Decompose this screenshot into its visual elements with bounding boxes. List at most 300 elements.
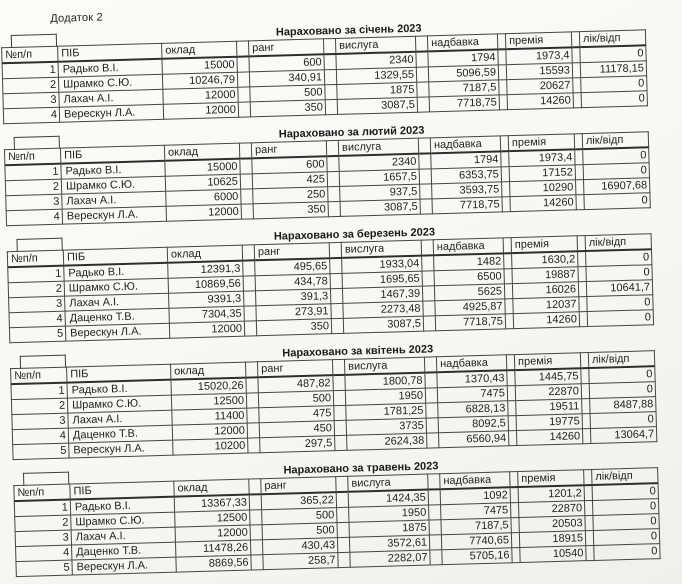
row-number-cell: 2 [5, 179, 61, 196]
column-header-salary: оклад [164, 143, 239, 161]
spacer-cell [244, 306, 256, 321]
spacer-cell [428, 474, 440, 490]
value-cell: 2624,38 [347, 433, 427, 450]
value-cell: 7740,65 [441, 533, 511, 550]
spacer-cell [418, 138, 430, 154]
appendix-label: Додаток 2 [50, 11, 104, 25]
column-header-bonus: премія [514, 353, 580, 370]
spacer-cell [337, 522, 349, 537]
spacer-cell [417, 82, 429, 97]
column-header-rank: ранг [257, 360, 332, 378]
value-cell: 1482 [434, 253, 504, 270]
row-number-cell: 1 [11, 383, 67, 400]
value-cell: 6000 [166, 189, 241, 206]
value-cell: 500 [262, 508, 337, 525]
value-cell: 0 [589, 382, 655, 399]
value-cell: 20627 [507, 78, 573, 95]
value-cell: 7475 [441, 503, 511, 520]
value-cell: 13064,7 [590, 427, 656, 444]
spacer-cell [241, 189, 253, 204]
spacer-cell [328, 186, 340, 201]
value-cell: 15000 [165, 159, 240, 177]
value-cell: 1329,55 [336, 67, 416, 84]
row-number-cell: 4 [3, 107, 59, 124]
employee-name-cell: Даценко Т.В. [72, 542, 176, 560]
value-cell: 1467,39 [342, 286, 422, 303]
column-header-bonus: премія [508, 134, 574, 151]
month-table-section [13, 454, 676, 577]
spacer-cell [337, 537, 349, 552]
month-table-section [1, 16, 663, 124]
column-header-num: №п/п [7, 250, 63, 267]
value-cell: 14260 [507, 93, 573, 110]
value-cell: 1794 [428, 49, 498, 66]
spacer-cell [327, 171, 339, 186]
column-header-bonus: премія [505, 32, 571, 49]
spacer-cell [323, 38, 335, 54]
spacer-cell [332, 359, 344, 375]
column-header-service: вислуга [338, 138, 418, 156]
value-cell: 0 [587, 310, 653, 327]
spacer-cell [338, 552, 350, 567]
value-cell: 0 [580, 45, 646, 62]
column-header-bonus: премія [511, 236, 577, 253]
value-cell: 22870 [515, 384, 581, 401]
employee-name-cell: Верескун Л.А. [62, 206, 166, 224]
employee-name-cell: Радько В.І. [64, 263, 168, 281]
column-header-salary: оклад [162, 41, 237, 59]
value-cell: 14260 [513, 312, 579, 329]
spacer-cell [240, 158, 252, 174]
spacer-cell [333, 375, 345, 391]
table-title: Нараховано за квітень 2023 [282, 343, 434, 360]
spacer-cell [251, 555, 263, 570]
value-cell: 18915 [519, 531, 585, 548]
spacer-cell [249, 494, 261, 510]
value-cell: 258,7 [263, 553, 338, 570]
spacer-cell [246, 393, 258, 408]
spacer-cell [331, 318, 343, 333]
value-cell: 12391,3 [168, 261, 243, 279]
column-header-service: вислуга [335, 36, 415, 54]
spacer-cell [336, 492, 348, 508]
spacer-cell [425, 372, 437, 388]
value-cell: 2340 [336, 52, 416, 70]
value-cell: 15020,26 [171, 378, 246, 396]
spacer-cell [424, 357, 436, 373]
value-cell: 0 [593, 529, 659, 546]
value-cell: 7187,5 [441, 518, 511, 535]
value-cell: 13367,33 [174, 495, 249, 513]
value-cell: 475 [259, 406, 334, 423]
value-cell: 937,5 [340, 184, 420, 201]
value-cell: 1875 [349, 520, 429, 537]
employee-name-cell: Радько В.І. [67, 380, 171, 398]
employee-name-cell: Радько В.І. [61, 161, 165, 179]
spacer-cell [426, 403, 438, 418]
spacer-cell [333, 390, 345, 405]
employee-name-cell: Радько В.І. [70, 497, 174, 515]
employee-name-cell: Верескун Л.А. [69, 440, 173, 458]
value-cell: 6560,94 [439, 431, 509, 448]
spacer-cell [237, 41, 249, 57]
value-cell: 12500 [171, 393, 246, 410]
spacer-cell [242, 245, 254, 261]
value-cell: 430,43 [262, 538, 337, 555]
spacer-cell [250, 510, 262, 525]
spacer-cell [247, 408, 259, 423]
spacer-cell [244, 321, 256, 336]
value-cell: 7475 [437, 386, 507, 403]
value-cell: 2340 [339, 154, 419, 172]
value-cell: 0 [592, 483, 658, 500]
value-cell: 19887 [512, 267, 578, 284]
value-cell: 0 [584, 193, 650, 210]
month-table-section [6, 220, 669, 343]
payroll-table [10, 350, 657, 460]
row-number-cell: 3 [15, 530, 71, 547]
spacer-cell [243, 291, 255, 306]
spacer-cell [419, 169, 431, 184]
spacer-cell [329, 242, 341, 258]
spacer-cell [421, 240, 433, 256]
row-number-cell: 4 [12, 428, 68, 445]
column-header-bonus: премія [518, 470, 584, 487]
value-cell: 15000 [162, 57, 237, 75]
value-cell: 1630,2 [512, 251, 578, 268]
spacer-cell [427, 433, 439, 448]
spacer-cell [249, 479, 261, 495]
column-header-allowance: надбавка [433, 238, 503, 255]
value-cell: 10200 [173, 438, 248, 455]
value-cell: 0 [581, 76, 647, 93]
spacer-cell [430, 550, 442, 565]
row-number-cell: 2 [2, 77, 58, 94]
value-cell: 3572,61 [349, 535, 429, 552]
table-title: Нараховано за січень 2023 [275, 22, 422, 39]
value-cell: 1424,35 [348, 490, 428, 508]
value-cell: 7304,35 [169, 306, 244, 323]
value-cell: 500 [262, 523, 337, 540]
value-cell: 391,3 [255, 289, 330, 306]
value-cell: 0 [590, 412, 656, 429]
column-header-allowance: надбавка [436, 355, 506, 372]
value-cell: 4925,87 [435, 299, 505, 316]
spacer-cell [326, 140, 338, 156]
spacer-cell [248, 438, 260, 453]
spacer-cell [420, 199, 432, 214]
value-cell: 10869,56 [168, 276, 243, 293]
tables-container [1, 16, 676, 577]
value-cell: 365,22 [261, 492, 336, 510]
column-header-num: №п/п [2, 46, 58, 63]
spacer-cell [325, 84, 337, 99]
row-number-cell: 1 [2, 62, 58, 79]
spacer-cell [429, 505, 441, 520]
value-cell: 6353,75 [431, 167, 501, 184]
row-number-cell: 1 [14, 500, 70, 517]
spacer-cell [428, 489, 440, 505]
row-number-cell: 5 [9, 326, 65, 343]
value-cell: 3087,5 [337, 97, 417, 114]
value-cell: 11400 [172, 408, 247, 425]
spacer-cell [330, 288, 342, 303]
value-cell: 16026 [512, 282, 578, 299]
spacer-cell [334, 405, 346, 420]
value-cell: 10641,7 [586, 280, 652, 297]
value-cell: 297,5 [260, 436, 335, 453]
value-cell: 12000 [175, 525, 250, 542]
value-cell: 1950 [345, 388, 425, 405]
column-header-num: №п/п [4, 148, 60, 165]
spacer-cell [416, 67, 428, 82]
spacer-cell [422, 271, 434, 286]
column-header-salary: оклад [171, 362, 246, 380]
value-cell: 350 [250, 100, 325, 117]
value-cell: 1657,5 [339, 169, 419, 186]
payroll-table [13, 467, 660, 577]
spacer-cell [237, 72, 249, 87]
column-header-salary: оклад [167, 245, 242, 263]
value-cell: 450 [259, 421, 334, 438]
row-number-cell: 1 [5, 164, 61, 181]
value-cell: 8869,56 [176, 555, 251, 572]
row-number-cell: 5 [13, 443, 69, 460]
column-header-name: ПІБ [70, 481, 174, 499]
row-number-cell: 1 [8, 266, 64, 283]
column-header-sick: лік/відп [579, 30, 645, 47]
table-title: Нараховано за травень 2023 [283, 460, 439, 477]
value-cell: 1875 [337, 82, 417, 99]
spacer-cell [237, 56, 249, 72]
value-cell: 12500 [175, 510, 250, 527]
value-cell: 19775 [516, 414, 582, 431]
spacer-cell [337, 507, 349, 522]
column-header-rank: ранг [254, 243, 329, 261]
spacer-cell [328, 201, 340, 216]
column-header-rank: ранг [261, 477, 336, 495]
value-cell: 7718,75 [435, 314, 505, 331]
value-cell: 17152 [509, 165, 575, 182]
value-cell: 14260 [516, 429, 582, 446]
value-cell: 0 [583, 147, 649, 164]
spacer-cell [426, 418, 438, 433]
value-cell: 350 [256, 319, 331, 336]
value-cell: 3593,75 [432, 182, 502, 199]
value-cell: 7718,75 [429, 95, 499, 112]
spacer-cell [245, 362, 257, 378]
row-number-cell: 2 [15, 515, 71, 532]
value-cell: 1933,04 [342, 256, 422, 274]
employee-name-cell: Шрамко С.Ю. [64, 278, 168, 296]
value-cell: 0 [581, 91, 647, 108]
column-header-allowance: надбавка [430, 136, 500, 153]
value-cell: 9391,3 [169, 291, 244, 308]
employee-name-cell: Лахач А.І. [59, 89, 163, 107]
value-cell: 250 [253, 187, 328, 204]
column-header-num: №п/п [14, 484, 70, 501]
employee-name-cell: Шрамко С.Ю. [58, 74, 162, 92]
spacer-cell [417, 97, 429, 112]
employee-name-cell: Лахач А.І. [65, 293, 169, 311]
column-header-sick: лік/відп [582, 132, 648, 149]
value-cell: 10246,79 [162, 72, 237, 89]
value-cell: 600 [249, 54, 324, 72]
spacer-cell [239, 143, 251, 159]
value-cell: 434,78 [255, 274, 330, 291]
value-cell: 1973,4 [506, 47, 572, 64]
column-header-sick: лік/відп [592, 468, 658, 485]
value-cell: 2282,07 [350, 550, 430, 567]
value-cell: 12000 [166, 204, 241, 221]
spacer-cell [243, 260, 255, 276]
value-cell: 10625 [165, 174, 240, 191]
spacer-cell [241, 204, 253, 219]
row-number-cell: 2 [8, 281, 64, 298]
value-cell: 12000 [163, 87, 238, 104]
value-cell: 1092 [440, 487, 510, 504]
spacer-cell [336, 476, 348, 492]
value-cell: 3087,5 [340, 199, 420, 216]
spacer-cell [243, 276, 255, 291]
month-table-section [4, 118, 666, 226]
row-number-cell: 4 [9, 311, 65, 328]
payroll-table [7, 233, 654, 343]
spacer-cell [330, 258, 342, 274]
spacer-cell [415, 36, 427, 52]
spacer-cell [238, 87, 250, 102]
value-cell: 12000 [163, 102, 238, 119]
column-header-num: №п/п [11, 367, 67, 384]
value-cell: 0 [592, 499, 658, 516]
spacer-cell [416, 51, 428, 67]
value-cell: 1800,78 [345, 373, 425, 391]
value-cell: 600 [252, 156, 327, 174]
spacer-cell [324, 54, 336, 70]
value-cell: 15593 [506, 63, 572, 80]
value-cell: 500 [258, 391, 333, 408]
value-cell: 8487,88 [590, 397, 656, 414]
value-cell: 1794 [431, 151, 501, 168]
value-cell: 14260 [510, 195, 576, 212]
row-number-cell: 3 [3, 92, 59, 109]
employee-name-cell: Верескун Л.А. [65, 323, 169, 341]
value-cell: 2273,48 [343, 301, 423, 318]
value-cell: 1950 [349, 505, 429, 522]
row-number-cell: 5 [16, 560, 72, 577]
spacer-cell [324, 69, 336, 84]
value-cell: 20503 [519, 516, 585, 533]
employee-name-cell: Верескун Л.А. [72, 557, 176, 575]
column-header-name: ПІБ [67, 364, 171, 382]
spacer-cell [240, 174, 252, 189]
spacer-cell [335, 435, 347, 450]
column-header-rank: ранг [251, 141, 326, 159]
column-header-service: вислуга [344, 357, 424, 375]
spacer-cell [325, 99, 337, 114]
employee-name-cell: Лахач А.І. [62, 191, 166, 209]
employee-name-cell: Лахач А.І. [71, 527, 175, 545]
spacer-cell [250, 540, 262, 555]
spacer-cell [429, 535, 441, 550]
spacer-cell [246, 377, 258, 393]
value-cell: 425 [252, 172, 327, 189]
column-header-service: вислуга [341, 240, 421, 258]
value-cell: 8092,5 [438, 416, 508, 433]
column-header-rank: ранг [249, 39, 324, 57]
table-title: Нараховано за березень 2023 [273, 226, 436, 243]
column-header-name: ПІБ [63, 247, 167, 265]
spacer-cell [247, 423, 259, 438]
value-cell: 1201,2 [518, 485, 584, 502]
value-cell: 0 [586, 249, 652, 266]
column-header-sick: лік/відп [585, 234, 651, 251]
employee-name-cell: Шрамко С.Ю. [61, 176, 165, 194]
employee-name-cell: Радько В.І. [58, 59, 162, 77]
column-header-name: ПІБ [60, 145, 164, 163]
row-number-cell: 3 [12, 413, 68, 430]
employee-name-cell: Шрамко С.Ю. [71, 512, 175, 530]
spacer-cell [419, 153, 431, 169]
value-cell: 7187,5 [429, 80, 499, 97]
column-header-name: ПІБ [58, 43, 162, 61]
column-header-service: вислуга [348, 474, 428, 492]
value-cell: 0 [593, 514, 659, 531]
employee-name-cell: Верескун Л.А. [59, 104, 163, 122]
spacer-cell [420, 184, 432, 199]
value-cell: 16907,68 [584, 178, 650, 195]
employee-name-cell: Даценко Т.В. [68, 425, 172, 443]
value-cell: 3087,5 [343, 316, 423, 333]
value-cell: 11478,26 [175, 540, 250, 557]
value-cell: 5625 [434, 284, 504, 301]
value-cell: 5096,59 [428, 65, 498, 82]
employee-name-cell: Шрамко С.Ю. [67, 395, 171, 413]
value-cell: 11178,15 [580, 61, 646, 78]
value-cell: 0 [586, 265, 652, 282]
row-number-cell: 3 [6, 194, 62, 211]
value-cell: 0 [583, 163, 649, 180]
value-cell: 10540 [520, 546, 586, 563]
employee-name-cell: Даценко Т.В. [65, 308, 169, 326]
row-number-cell: 3 [9, 296, 65, 313]
value-cell: 1973,4 [509, 149, 575, 166]
column-header-allowance: надбавка [427, 34, 497, 51]
column-header-salary: оклад [174, 479, 249, 497]
spacer-cell [425, 388, 437, 403]
value-cell: 487,82 [258, 375, 333, 393]
value-cell: 0 [589, 366, 655, 383]
value-cell: 0 [594, 544, 660, 561]
row-number-cell: 4 [6, 209, 62, 226]
spacer-cell [331, 303, 343, 318]
value-cell: 6500 [434, 269, 504, 286]
column-header-allowance: надбавка [440, 472, 510, 489]
value-cell: 495,65 [255, 258, 330, 276]
spacer-cell [330, 273, 342, 288]
value-cell: 1370,43 [437, 370, 507, 387]
value-cell: 500 [250, 85, 325, 102]
value-cell: 0 [587, 295, 653, 312]
value-cell: 340,91 [249, 70, 324, 87]
value-cell: 12000 [169, 321, 244, 338]
value-cell: 7718,75 [432, 197, 502, 214]
value-cell: 1695,65 [342, 271, 422, 288]
column-header-sick: лік/відп [588, 351, 654, 368]
value-cell: 350 [253, 202, 328, 219]
spacer-cell [423, 301, 435, 316]
spacer-cell [327, 156, 339, 172]
